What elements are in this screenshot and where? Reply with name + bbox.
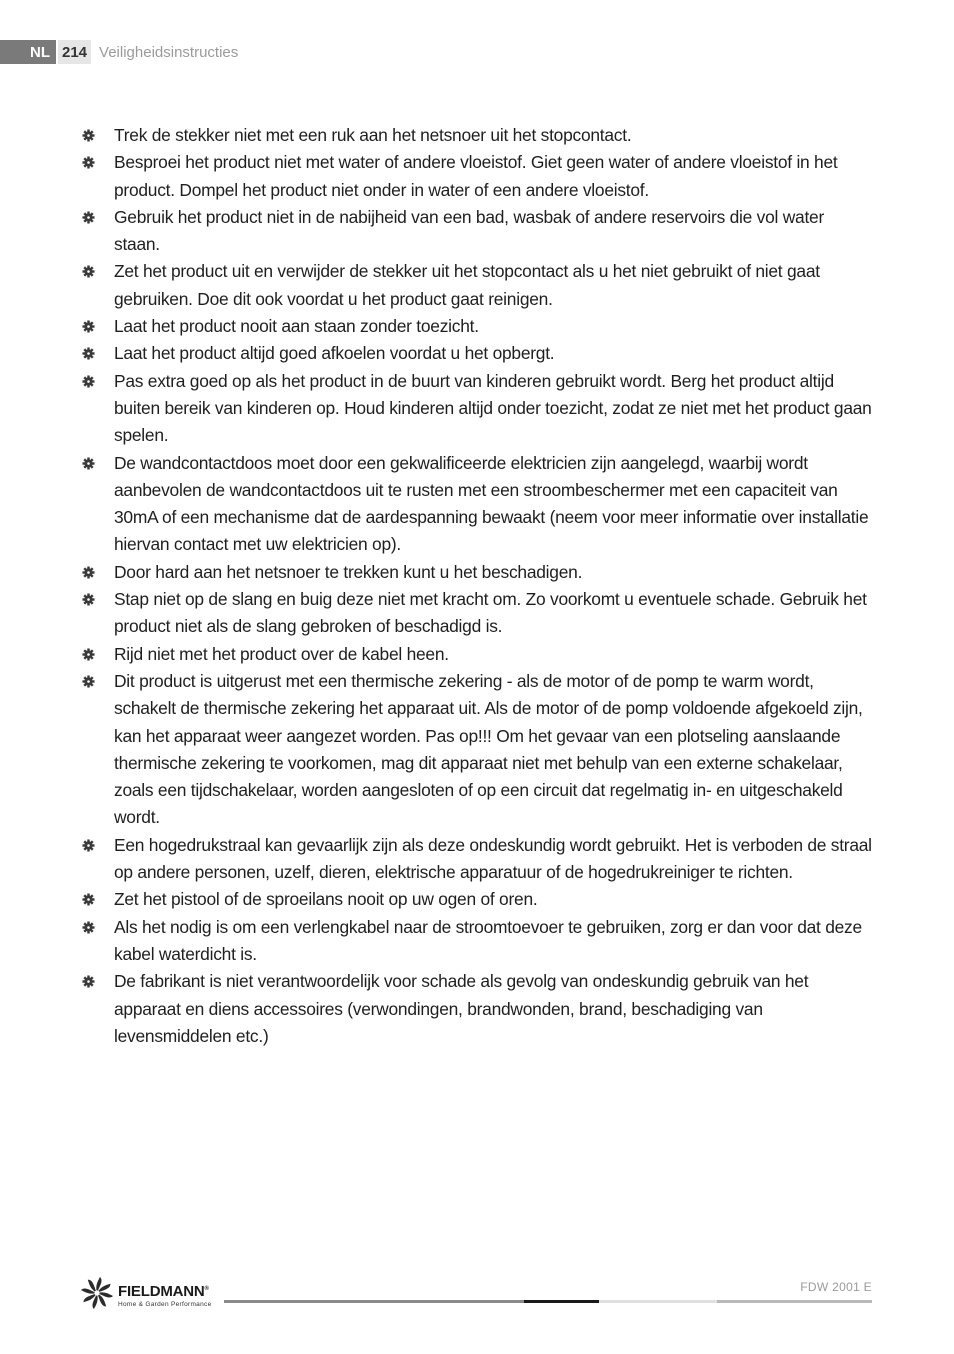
gear-bullet-icon (82, 129, 95, 142)
list-item-text: De fabrikant is niet verantwoordelijk voor schade als gevolg van ondeskundig gebruik van het apparaat en diens accessoires (verwondingen, brandwonden, brand, beschadiging van levensmiddelen etc.) (114, 971, 809, 1046)
footer-rule-segment (524, 1300, 599, 1303)
list-item-text: Trek de stekker niet met een ruk aan het netsnoer uit het stopcontact. (114, 125, 632, 145)
list-item (82, 258, 872, 313)
list-item-text: Pas extra goed op als het product in de buurt van kinderen gebruikt wordt. Berg het product altijd buiten bereik van kinderen op. Houd kinderen altijd onder toezicht, zodat ze niet met het product gaan spelen. (114, 370, 872, 446)
footer-rule-segment (717, 1300, 872, 1303)
list-item-text: Gebruik het product niet in de nabijheid van een bad, wasbak of andere reservoirs die vol water staan. (114, 206, 824, 255)
language-tab: NL (0, 40, 56, 64)
list-item (82, 586, 872, 641)
bullet-list (82, 122, 872, 1050)
list-item (82, 313, 872, 340)
list-item-text: Als het nodig is om een verlengkabel naar de stroomtoevoer te gebruiken, zorg er dan voor dat deze kabel waterdicht is. (114, 916, 862, 964)
gear-bullet-icon (82, 648, 95, 661)
list-item-text: Besproei het product niet met water of andere vloeistof. Giet geen water of andere vloeistof in het product. Dompel het product niet onder in water of een andere vloeistof. (114, 152, 838, 200)
list-item-text: Door hard aan het netsnoer te trekken kunt u het beschadigen. (114, 561, 583, 582)
brand-tagline: Home & Garden Performance (118, 1301, 212, 1308)
list-item (82, 149, 872, 204)
list-item (82, 832, 872, 887)
footer-rule-segment (599, 1300, 717, 1303)
gear-bullet-icon (82, 975, 95, 988)
model-number: FDW 2001 E (800, 1280, 872, 1294)
list-item (82, 968, 872, 1050)
footer-rule-segment (224, 1300, 524, 1303)
brand-logo (80, 1276, 211, 1310)
gear-bullet-icon (82, 839, 95, 852)
list-item (82, 559, 872, 586)
list-item (82, 886, 872, 913)
gear-bullet-icon (82, 921, 95, 934)
list-item-text: Laat het product altijd goed afkoelen voordat u het opbergt. (114, 343, 555, 364)
list-item-text: Zet het product uit en verwijder de stekker uit het stopcontact als u het niet gebruikt of niet gaat gebruiken. Doe dit ook voordat u het product gaat reinigen. (114, 261, 820, 309)
gear-bullet-icon (82, 375, 95, 388)
page-header (0, 40, 238, 64)
list-item-text: Zet het pistool of de sproeilans nooit op uw ogen of oren. (114, 889, 538, 910)
list-item-text: Dit product is uitgerust met een thermische zekering - als de motor of de pomp te warm wordt, schakelt de thermische zekering het apparaat uit. Als de motor of de pomp voldoende afgekoeld zijn, kan het apparaat weer aangezet worden. Pas op!!! Om het gevaar van een plotseling aanslaande thermische zekering te voorkomen, mag dit apparaat niet met behulp van een externe schakelaar, zoals een tijdschakelaar, worden aangesloten of op een circuit dat regelmatig in- en uitgeschakeld wordt. (114, 670, 863, 828)
list-item-text: De wandcontactdoos moet door een gekwalificeerde elektricien zijn aangelegd, waarbij wordt aanbevolen de wandcontactdoos uit te rusten met een stroombeschermer met een capaciteit van 30mA of een mechanisme dat de aardespanning bewaakt (neem voor meer informatie over installatie hiervan contact met uw elektricien op). (114, 452, 869, 555)
safety-instructions (82, 122, 872, 1050)
gear-bullet-icon (82, 593, 95, 606)
gear-bullet-icon (82, 320, 95, 333)
page-number: 214 (58, 40, 91, 64)
list-item (82, 450, 872, 559)
list-item-text: Stap niet op de slang en buig deze niet met kracht om. Zo voorkomt u eventuele schade. Gebruik het product niet als de slang gebroken of beschadigd is. (114, 589, 867, 637)
gear-bullet-icon (82, 566, 95, 579)
list-item (82, 668, 872, 832)
page-footer (80, 1272, 874, 1322)
section-title: Veiligheidsinstructies (99, 43, 239, 61)
gear-bullet-icon (82, 893, 95, 906)
list-item (82, 340, 872, 367)
list-item-text: Een hogedrukstraal kan gevaarlijk zijn als deze ondeskundig wordt gebruikt. Het is verboden de straal op andere personen, uzelf, dieren, elektrische apparatuur of de hogedrukreiniger te richten. (114, 834, 872, 883)
list-item-text: Rijd niet met het product over de kabel heen. (114, 643, 449, 664)
list-item (82, 641, 872, 668)
gear-bullet-icon (82, 675, 95, 688)
list-item (82, 368, 872, 450)
gear-bullet-icon (82, 211, 95, 224)
list-item (82, 204, 872, 259)
list-item (82, 122, 872, 149)
fieldmann-fan-logo-icon (80, 1276, 114, 1310)
brand-name: FIELDMANN® (118, 1283, 209, 1300)
list-item-text: Laat het product nooit aan staan zonder toezicht. (114, 316, 479, 337)
gear-bullet-icon (82, 156, 95, 169)
list-item (82, 914, 872, 969)
gear-bullet-icon (82, 265, 95, 278)
gear-bullet-icon (82, 347, 95, 360)
gear-bullet-icon (82, 457, 95, 470)
